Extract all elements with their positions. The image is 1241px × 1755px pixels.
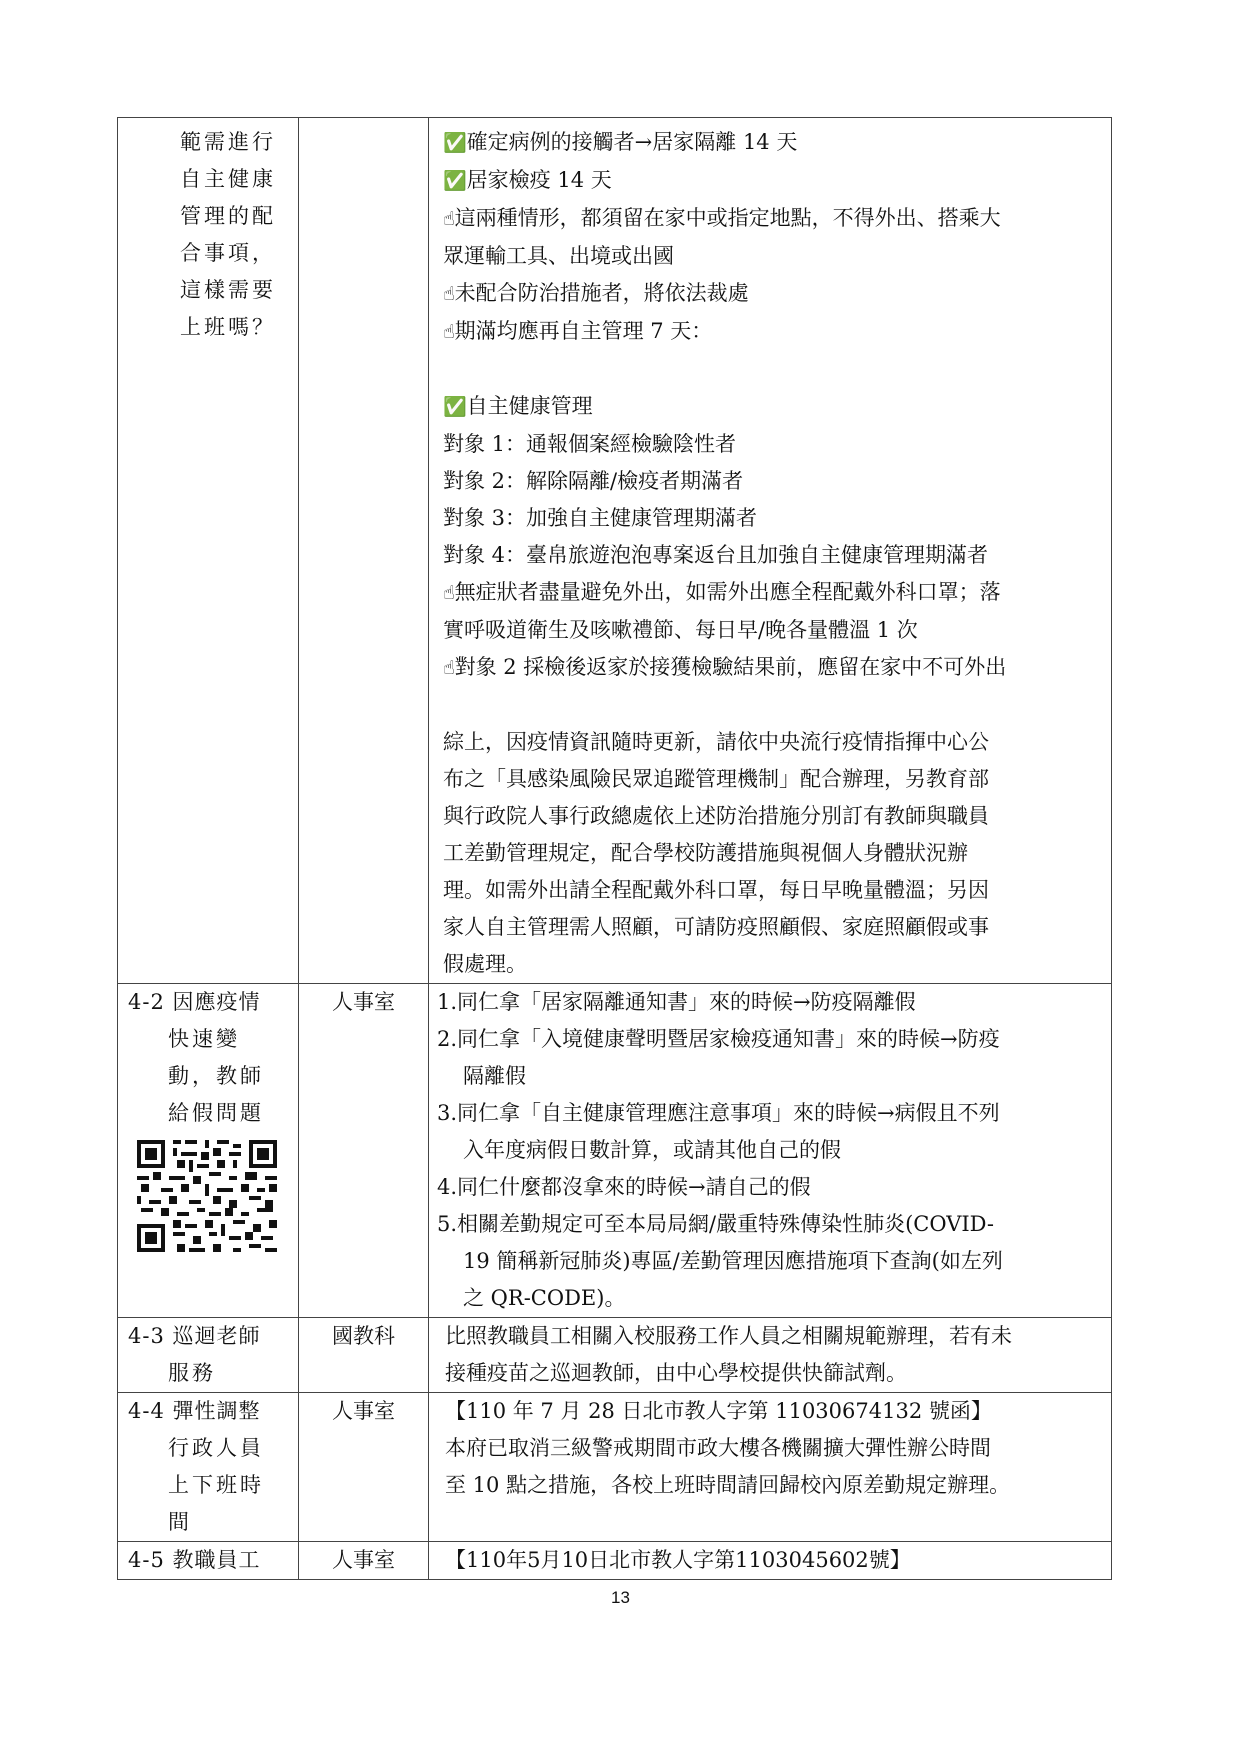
content-cell	[429, 1393, 1112, 1542]
text-line: 對象 2：解除隔離/檢疫者期滿者	[443, 469, 744, 493]
text-line: 【110 年 7 月 28 日北市教人字第 11030674132 號函】	[445, 1399, 992, 1423]
pointer-icon: ☝	[443, 283, 455, 305]
table-row	[118, 984, 1112, 1318]
text-line: 本府已取消三級警戒期間市政大樓各機關擴大彈性辦公時間	[445, 1436, 991, 1460]
item-title-line: 範需進行	[180, 130, 276, 154]
department-label: 人事室	[332, 1548, 395, 1572]
department-cell	[299, 984, 429, 1318]
check-icon: ✅	[443, 396, 467, 418]
item-title-cell	[118, 1542, 299, 1580]
text-line: 家人自主管理需人照顧，可請防疫照顧假、家庭照顧假或事	[443, 915, 989, 939]
item-title-line: 4-3 巡迴老師	[128, 1324, 261, 1348]
department-cell	[299, 1318, 429, 1393]
pointer-icon: ☝	[443, 657, 455, 679]
text-line: 隔離假	[463, 1064, 526, 1088]
content-cell	[429, 1318, 1112, 1393]
text-line: 19 簡稱新冠肺炎)專區/差勤管理因應措施項下查詢(如左列	[463, 1249, 1003, 1273]
text-line: 這兩種情形，都須留在家中或指定地點，不得外出、搭乘大	[454, 206, 1001, 230]
department-label: 人事室	[332, 990, 395, 1014]
page-number: 13	[611, 1588, 630, 1607]
text-line: 假處理。	[443, 952, 527, 976]
item-title-line: 上班嗎？	[180, 315, 276, 339]
text-line: 未配合防治措施者，將依法裁處	[454, 281, 749, 305]
item-title-line: 給假問題	[168, 1101, 264, 1125]
content-cell	[429, 118, 1112, 984]
text-line: 自主健康管理	[466, 394, 593, 418]
text-line: 接種疫苗之巡迴教師，由中心學校提供快篩試劑。	[445, 1361, 907, 1385]
item-title-line: 上下班時	[168, 1473, 264, 1497]
text-line: 工差勤管理規定，配合學校防護措施與視個人身體狀況辦	[443, 841, 968, 865]
table-row	[118, 1393, 1112, 1542]
content-cell	[429, 984, 1112, 1318]
text-line: 對象 1：通報個案經檢驗陰性者	[443, 432, 737, 456]
item-title-cell	[118, 1318, 299, 1393]
check-icon: ✅	[443, 170, 467, 192]
item-title-line: 管理的配	[180, 204, 276, 228]
item-title-line: 4-4 彈性調整	[128, 1399, 261, 1423]
text-line: 之 QR-CODE)。	[463, 1286, 626, 1310]
qr-code-image[interactable]	[133, 1136, 281, 1256]
text-line: 與行政院人事行政總處依上述防治措施分別訂有教師與職員	[443, 804, 989, 828]
table-row	[118, 1318, 1112, 1393]
department-label: 人事室	[332, 1399, 395, 1423]
spacer	[429, 687, 1111, 724]
item-title-line: 自主健康	[180, 167, 276, 191]
item-title-cell	[118, 1393, 299, 1542]
text-line: 【110年5月10日北市教人字第1103045602號】	[445, 1548, 911, 1572]
pointer-icon: ☝	[443, 321, 455, 343]
department-cell	[299, 118, 429, 984]
text-line: 1.同仁拿「居家隔離通知書」來的時候→防疫隔離假	[437, 990, 916, 1014]
text-line: 入年度病假日數計算，或請其他自己的假	[463, 1138, 841, 1162]
item-title-line: 動，教師	[168, 1064, 264, 1088]
text-line: 2.同仁拿「入境健康聲明暨居家檢疫通知書」來的時候→防疫	[437, 1027, 1000, 1051]
department-label: 國教科	[332, 1324, 395, 1348]
regulation-table	[117, 117, 1112, 1580]
text-line: 綜上，因疫情資訊隨時更新，請依中央流行疫情指揮中心公	[443, 730, 989, 754]
pointer-icon: ☝	[443, 208, 455, 230]
text-line: 4.同仁什麼都沒拿來的時候→請自己的假	[437, 1175, 811, 1199]
department-cell	[299, 1393, 429, 1542]
text-line: 實呼吸道衛生及咳嗽禮節、每日早/晚各量體溫 1 次	[443, 618, 918, 642]
text-line: 眾運輸工具、出境或出國	[443, 244, 674, 268]
content-cell	[429, 1542, 1112, 1580]
item-title-line: 這樣需要	[180, 278, 276, 302]
text-line: 5.相關差勤規定可至本局局網/嚴重特殊傳染性肺炎(COVID-	[437, 1212, 995, 1236]
item-title-line: 快速變	[168, 1027, 240, 1051]
text-line: 理。如需外出請全程配戴外科口罩，每日早晚量體溫；另因	[443, 878, 989, 902]
item-title-cell	[118, 118, 299, 984]
text-line: 對象 4：臺帛旅遊泡泡專案返台且加強自主健康管理期滿者	[443, 543, 989, 567]
text-line: 無症狀者盡量避免外出，如需外出應全程配戴外科口罩；落	[454, 580, 1001, 604]
table-row	[118, 118, 1112, 984]
item-title-line: 間	[168, 1510, 192, 1534]
text-line: 確定病例的接觸者→居家隔離 14 天	[466, 130, 798, 154]
department-cell	[299, 1542, 429, 1580]
item-title-cell	[118, 984, 299, 1318]
item-title-line: 合事項，	[180, 241, 276, 265]
text-line: 對象 3：加強自主健康管理期滿者	[443, 506, 758, 530]
text-line: 3.同仁拿「自主健康管理應注意事項」來的時候→病假且不列	[437, 1101, 1000, 1125]
pointer-icon: ☝	[443, 582, 455, 604]
text-line: 居家檢疫 14 天	[466, 168, 612, 192]
text-line: 比照教職員工相關入校服務工作人員之相關規範辦理，若有未	[445, 1324, 1012, 1348]
item-title-line: 4-5 教職員工	[128, 1548, 261, 1572]
item-title-line: 服務	[168, 1361, 216, 1385]
text-line: 期滿均應再自主管理 7 天：	[454, 319, 713, 343]
item-title-line: 4-2 因應疫情	[128, 990, 261, 1014]
table-row	[118, 1542, 1112, 1580]
text-line: 布之「具感染風險民眾追蹤管理機制」配合辦理，另教育部	[443, 767, 989, 791]
text-line: 至 10 點之措施，各校上班時間請回歸校內原差勤規定辦理。	[445, 1473, 1011, 1497]
text-line: 對象 2 採檢後返家於接獲檢驗結果前，應留在家中不可外出	[454, 655, 1007, 679]
check-icon: ✅	[443, 132, 467, 154]
spacer	[429, 351, 1111, 388]
item-title-line: 行政人員	[168, 1436, 264, 1460]
